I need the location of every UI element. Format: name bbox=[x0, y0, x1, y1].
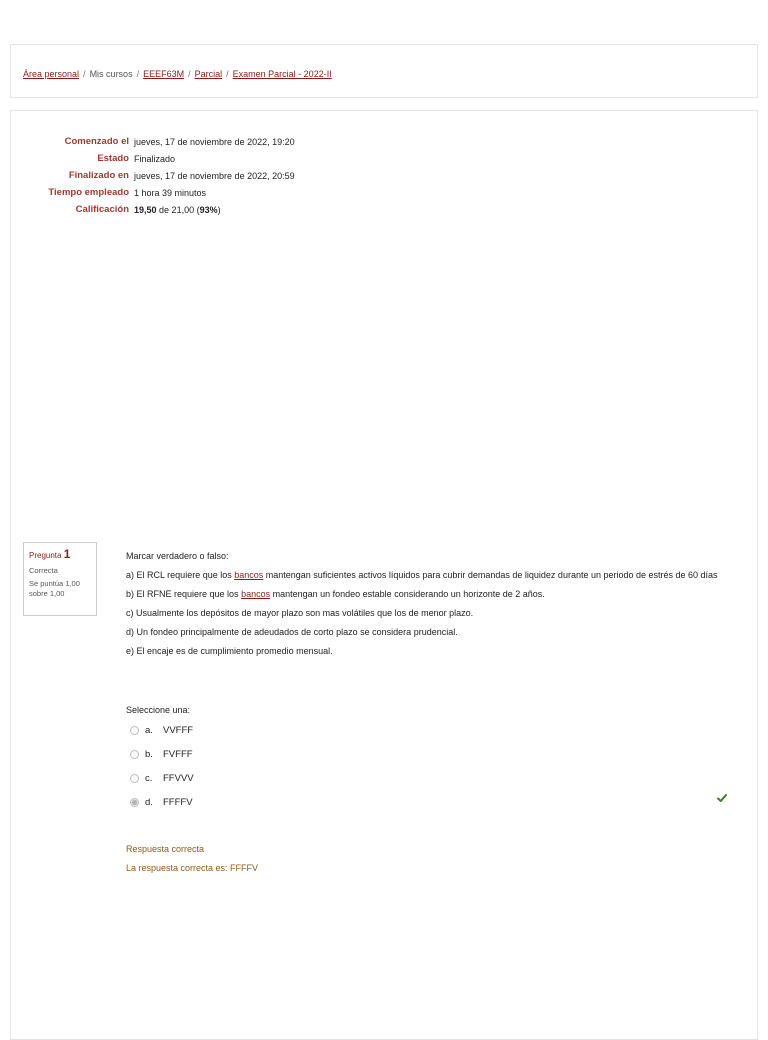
summary-row-finished bbox=[11, 167, 295, 184]
time-value: 1 hora 39 minutos bbox=[134, 187, 207, 198]
question-number: 1 bbox=[63, 547, 71, 561]
time-label: Tiempo empleado bbox=[48, 187, 129, 198]
breadcrumb-quiz-link[interactable]: Examen Parcial - 2022-II bbox=[232, 69, 332, 79]
breadcrumb: Área personal / Mis cursos / EEEF63M / Parcial / Examen Parcial - 2022-II bbox=[23, 69, 332, 79]
state-label: Estado bbox=[97, 153, 129, 164]
radio-button-selected[interactable] bbox=[130, 798, 139, 807]
breadcrumb-home-link[interactable]: Área personal bbox=[23, 69, 80, 79]
statement-c: c) Usualmente los depósitos de mayor plazo son mas volátiles que los de menor plazo. bbox=[126, 608, 474, 619]
question-label: Pregunta bbox=[29, 551, 62, 560]
statement-e: e) El encaje es de cumplimiento promedio mensual. bbox=[126, 646, 333, 657]
answer-letter: c. bbox=[145, 772, 153, 784]
answer-option-d[interactable] bbox=[130, 794, 193, 810]
breadcrumb-bar bbox=[10, 44, 758, 98]
statement-d: d) Un fondeo principalmente de adeudados de corto plazo se considera prudencial. bbox=[126, 627, 458, 638]
correct-answer-text: La respuesta correcta es: FFFFV bbox=[126, 863, 259, 873]
checkmark-icon bbox=[716, 792, 728, 804]
answer-text: FVFFF bbox=[163, 748, 193, 760]
finished-label: Finalizado en bbox=[68, 170, 129, 181]
question-text bbox=[126, 550, 734, 664]
feedback-section bbox=[126, 845, 258, 883]
question-intro: Marcar verdadero o falso: bbox=[126, 551, 229, 561]
answer-letter: a. bbox=[145, 724, 153, 736]
grade-percent: 93% bbox=[199, 204, 218, 215]
radio-button[interactable] bbox=[130, 774, 139, 783]
radio-button[interactable] bbox=[130, 726, 139, 735]
breadcrumb-my-courses: Mis cursos bbox=[89, 69, 133, 79]
answer-option-a[interactable] bbox=[130, 722, 193, 738]
summary-row-state bbox=[11, 150, 295, 167]
feedback-text: Respuesta correcta bbox=[126, 844, 205, 854]
answer-letter: b. bbox=[145, 748, 153, 760]
state-value: Finalizado bbox=[134, 153, 176, 164]
glossary-link-bancos[interactable]: bancos bbox=[241, 589, 271, 600]
summary-row-grade bbox=[11, 201, 295, 218]
started-value: jueves, 17 de noviembre de 2022, 19:20 bbox=[134, 136, 295, 147]
statement-a: a) El RCL requiere que los bancos mantengan suficientes activos líquidos para cubrir demandas de liquidez durante un periodo de estrés de 60 días bbox=[126, 570, 718, 581]
answer-text: FFVVV bbox=[163, 772, 194, 784]
answer-option-c[interactable] bbox=[130, 770, 194, 786]
radio-button[interactable] bbox=[130, 750, 139, 759]
started-label: Comenzado el bbox=[64, 136, 129, 147]
question-info-box bbox=[23, 542, 97, 616]
summary-row-time bbox=[11, 184, 295, 201]
answer-text: FFFFV bbox=[163, 796, 193, 808]
answer-text: VVFFF bbox=[163, 724, 194, 736]
grade-label: Calificación bbox=[75, 204, 129, 215]
question-state: Correcta bbox=[29, 565, 58, 575]
attempt-summary-table bbox=[11, 133, 295, 218]
answer-letter: d. bbox=[145, 796, 153, 808]
select-one-prompt: Seleccione una: bbox=[126, 705, 191, 715]
statement-b: b) El RFNE requiere que los bancos mantengan un fondeo estable considerando un horizonte de 2 años. bbox=[126, 589, 545, 600]
grade-value: 19,50 de 21,00 (93%) bbox=[134, 204, 221, 215]
breadcrumb-section-link[interactable]: Parcial bbox=[194, 69, 223, 79]
glossary-link-bancos[interactable]: bancos bbox=[234, 570, 264, 581]
finished-value: jueves, 17 de noviembre de 2022, 20:59 bbox=[134, 170, 295, 181]
grade-score: 19,50 bbox=[134, 204, 157, 215]
breadcrumb-course-link[interactable]: EEEF63M bbox=[143, 69, 185, 79]
grade-of: de 21,00 bbox=[159, 204, 195, 215]
summary-row-started bbox=[11, 133, 295, 150]
question-grade: Se puntúa 1,00 sobre 1,00 bbox=[29, 579, 80, 599]
answer-option-b[interactable] bbox=[130, 746, 193, 762]
